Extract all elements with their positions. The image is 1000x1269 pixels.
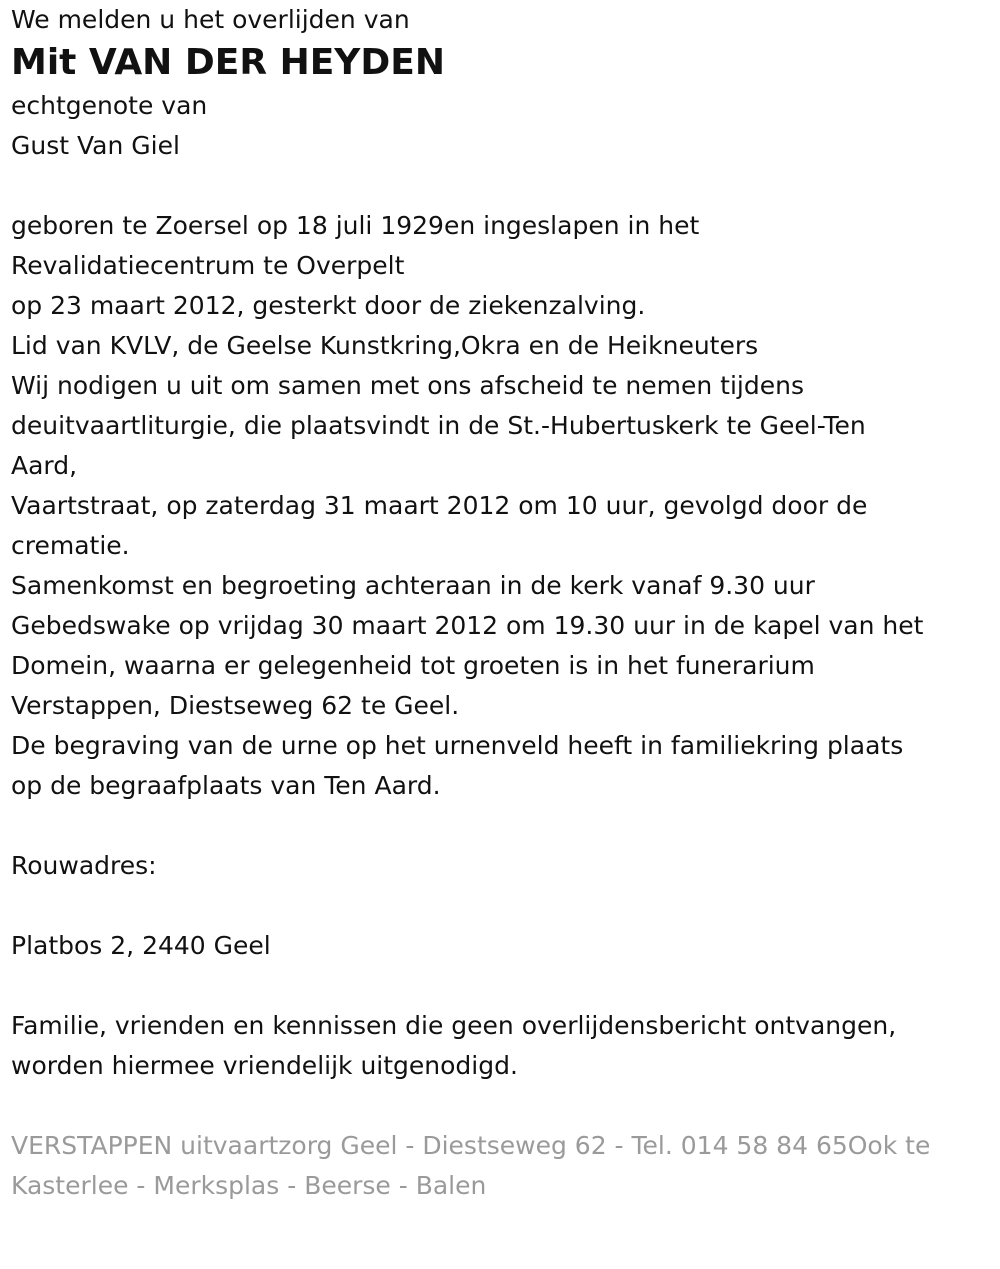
body-line: crematie. bbox=[11, 531, 130, 560]
body-line: Samenkomst en begroeting achteraan in de kerk vanaf 9.30 uur bbox=[11, 571, 815, 600]
address-text: Platbos 2, 2440 Geel bbox=[11, 931, 271, 960]
spacer bbox=[11, 966, 988, 1006]
spouse-name: Gust Van Giel bbox=[11, 131, 180, 160]
body-line: De begraving van de urne op het urnenveld heeft in familiekring plaats bbox=[11, 731, 904, 760]
spacer bbox=[11, 806, 988, 846]
body-line: Vaartstraat, op zaterdag 31 maart 2012 om 10 uur, gevolgd door de bbox=[11, 491, 868, 520]
spacer bbox=[11, 166, 988, 206]
spacer bbox=[11, 886, 988, 926]
obituary-notice bbox=[11, 0, 988, 1206]
body-line: Domein, waarna er gelegenheid tot groeten is in het funerarium bbox=[11, 651, 815, 680]
funeral-home-footer bbox=[11, 1126, 988, 1206]
body-line: geboren te Zoersel op 18 juli 1929en ingeslapen in het bbox=[11, 211, 700, 240]
footer-line: Kasterlee - Merksplas - Beerse - Balen bbox=[11, 1171, 487, 1200]
invitation-line: worden hiermee vriendelijk uitgenodigd. bbox=[11, 1051, 518, 1080]
invitation-text bbox=[11, 1006, 988, 1086]
body-line: Verstappen, Diestseweg 62 te Geel. bbox=[11, 691, 460, 720]
address-label: Rouwadres: bbox=[11, 851, 157, 880]
obituary-body bbox=[11, 206, 988, 806]
body-line: Wij nodigen u uit om samen met ons afscheid te nemen tijdens bbox=[11, 371, 804, 400]
intro-text: We melden u het overlijden van bbox=[11, 5, 410, 34]
body-line: Aard, bbox=[11, 451, 78, 480]
body-line: Gebedswake op vrijdag 30 maart 2012 om 19.30 uur in de kapel van het bbox=[11, 611, 924, 640]
relation-text: echtgenote van bbox=[11, 91, 208, 120]
body-line: op 23 maart 2012, gesterkt door de ziekenzalving. bbox=[11, 291, 646, 320]
body-line: op de begraafplaats van Ten Aard. bbox=[11, 771, 441, 800]
body-line: deuitvaartliturgie, die plaatsvindt in de St.-Hubertuskerk te Geel-Ten bbox=[11, 411, 866, 440]
invitation-line: Familie, vrienden en kennissen die geen overlijdensbericht ontvangen, bbox=[11, 1011, 897, 1040]
deceased-name: Mit VAN DER HEYDEN bbox=[11, 42, 445, 83]
body-line: Lid van KVLV, de Geelse Kunstkring,Okra en de Heikneuters bbox=[11, 331, 759, 360]
body-line: Revalidatiecentrum te Overpelt bbox=[11, 251, 405, 280]
footer-line: VERSTAPPEN uitvaartzorg Geel - Diestseweg 62 - Tel. 014 58 84 65Ook te bbox=[11, 1131, 931, 1160]
